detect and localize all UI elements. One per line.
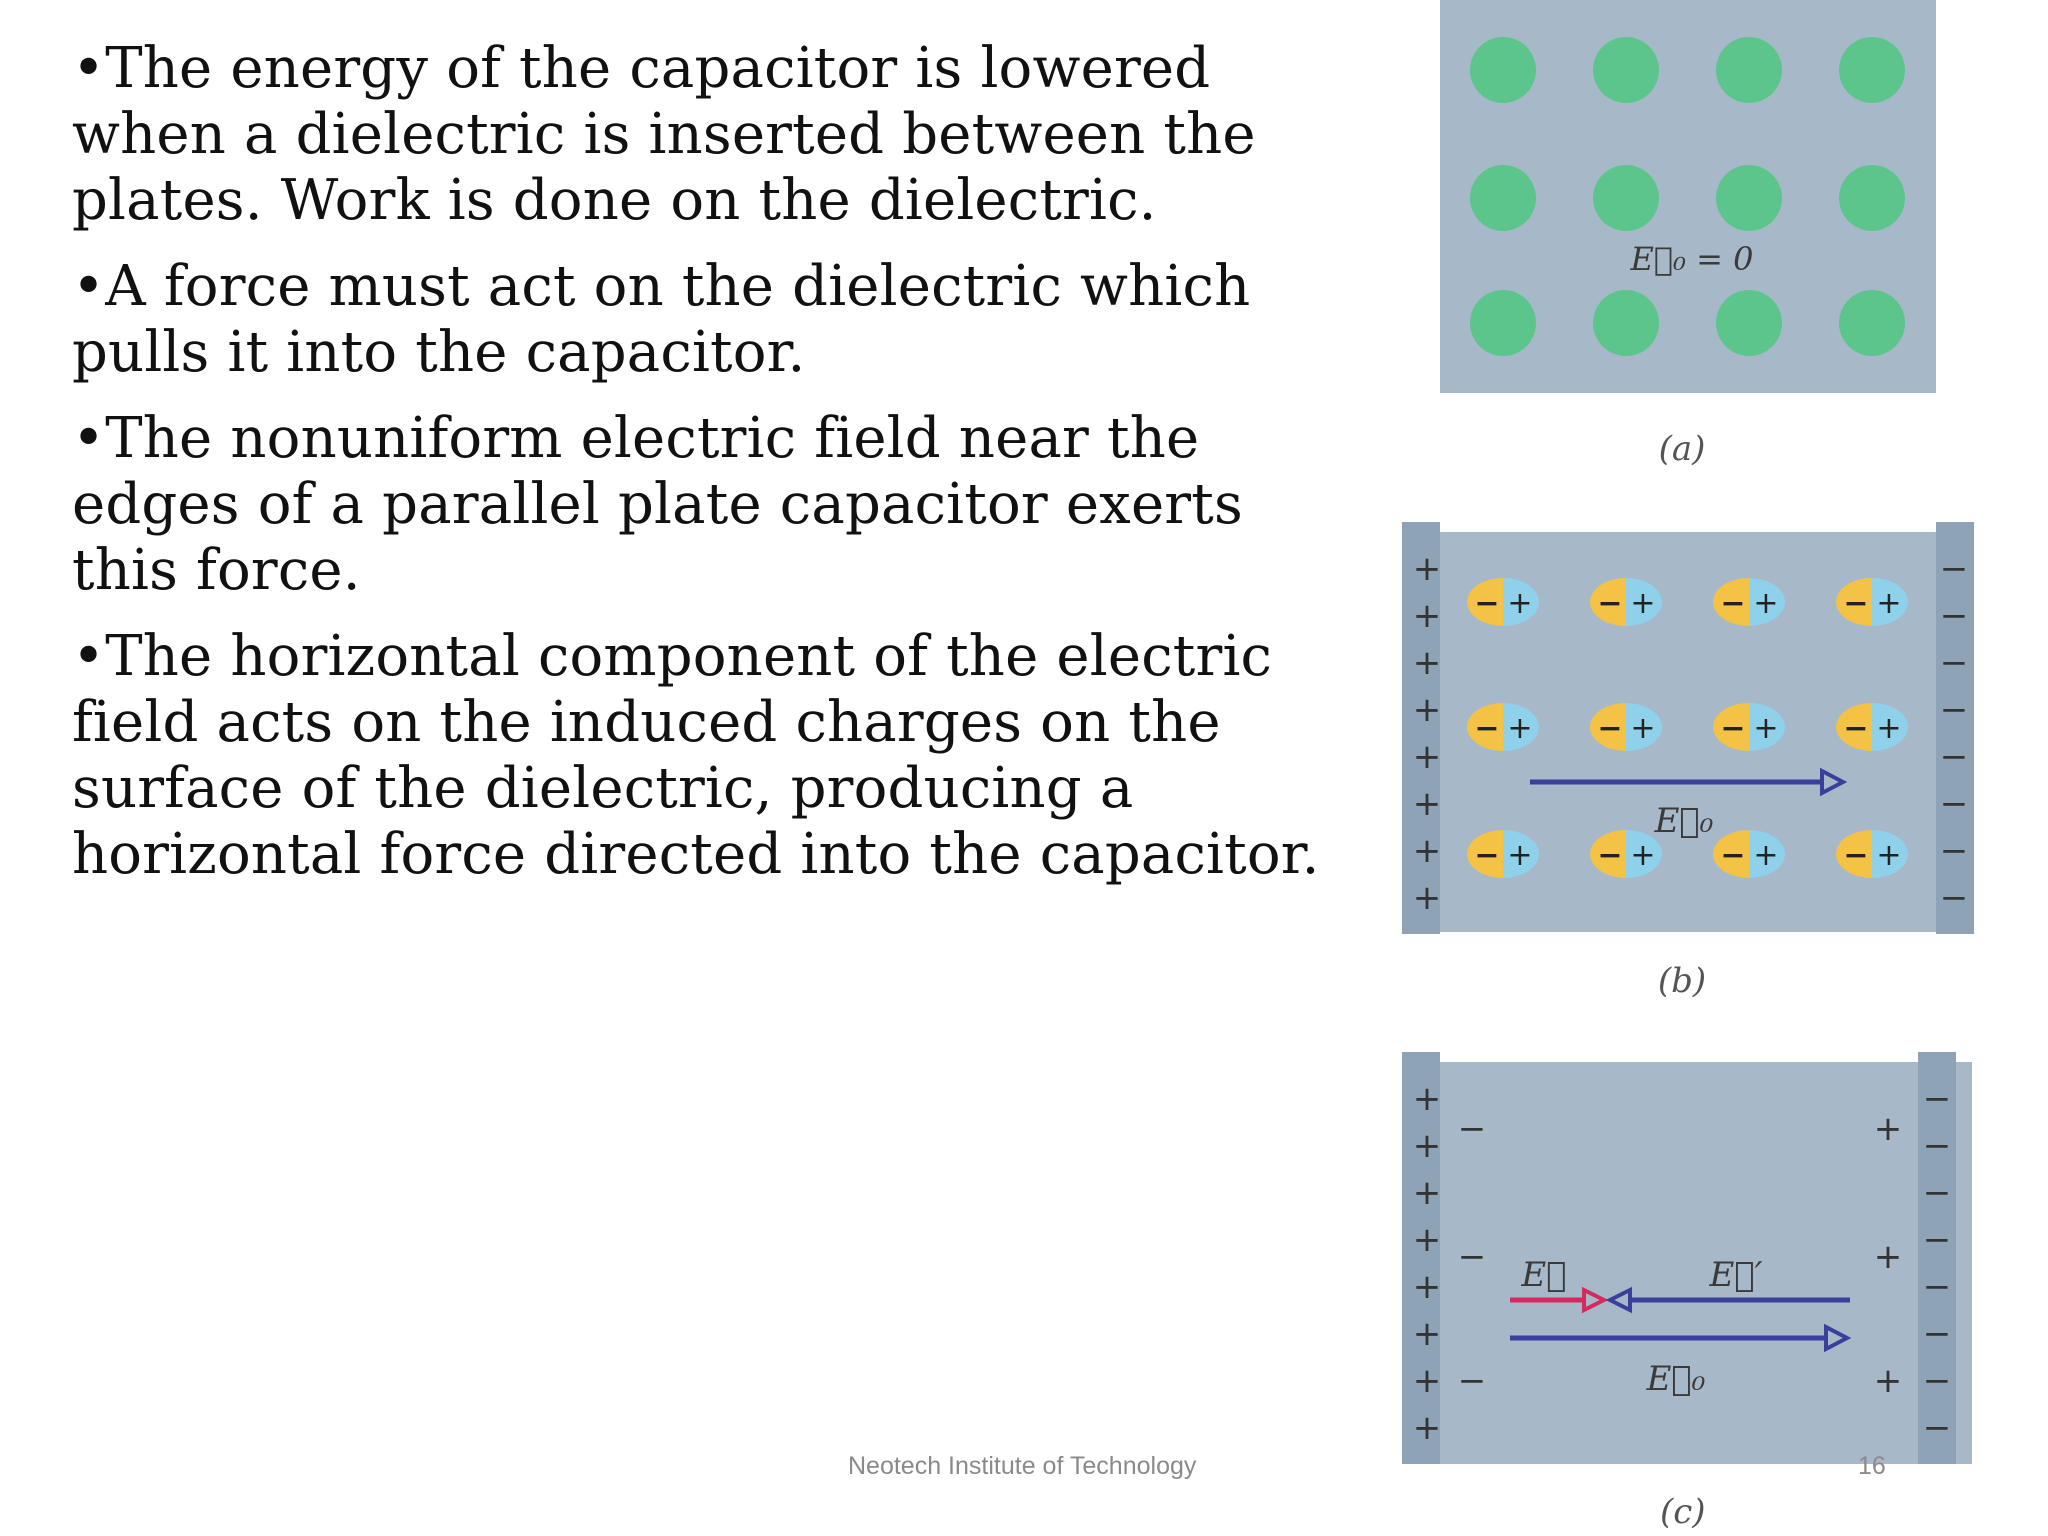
surface-minus-sign: − <box>1457 1237 1487 1277</box>
atom-circle <box>1593 290 1659 356</box>
plate-plus-sign: + <box>1412 1408 1442 1448</box>
plate-plus-sign: + <box>1412 1361 1442 1401</box>
panel-b-caption: (b) <box>1657 961 1707 1001</box>
atom-circle <box>1593 165 1659 231</box>
dipole-plus-sign: + <box>1507 711 1533 746</box>
plate-plus-sign: + <box>1412 643 1442 683</box>
plate-plus-sign: + <box>1412 784 1442 824</box>
plate-plus-sign: + <box>1412 690 1442 730</box>
dipole-minus-sign: − <box>1597 711 1623 746</box>
bullet-force-pulls: •A force must act on the dielectric which pulls it into the capacitor. <box>72 254 1251 385</box>
plate-minus-sign: − <box>1939 690 1969 730</box>
surface-minus-sign: − <box>1457 1109 1487 1149</box>
dipole-minus-sign: − <box>1843 838 1869 873</box>
panel-b <box>1402 522 1974 1001</box>
atom-circle <box>1470 290 1536 356</box>
dipole-minus-sign: − <box>1843 586 1869 621</box>
panel-a-caption: (a) <box>1658 429 1706 469</box>
dipole-minus-sign: − <box>1720 838 1746 873</box>
plate-minus-sign: − <box>1939 878 1969 918</box>
dipole-minus-sign: − <box>1843 711 1869 746</box>
atom-circle <box>1839 290 1905 356</box>
panel-c-label-e-prime: E⃗′ <box>1709 1255 1763 1295</box>
dipole-plus-sign: + <box>1753 586 1779 621</box>
plate-plus-sign: + <box>1412 1173 1442 1213</box>
dipole-minus-sign: − <box>1474 838 1500 873</box>
plate-plus-sign: + <box>1412 878 1442 918</box>
bullet-horizontal-component: •The horizontal component of the electric field acts on the induced charges on the surface of the dielectric, producing a horizontal force directed into the capacitor. <box>72 624 1320 887</box>
plate-plus-sign: + <box>1412 1079 1442 1119</box>
atom-circle <box>1839 37 1905 103</box>
atom-circle <box>1716 290 1782 356</box>
plate-plus-sign: + <box>1412 1126 1442 1166</box>
plate-plus-sign: + <box>1412 596 1442 636</box>
surface-minus-sign: − <box>1457 1361 1487 1401</box>
plate-minus-sign: − <box>1922 1314 1952 1354</box>
dipole-plus-sign: + <box>1753 838 1779 873</box>
plate-minus-sign: − <box>1922 1267 1952 1307</box>
plate-plus-sign: + <box>1412 549 1442 589</box>
atom-circle <box>1716 165 1782 231</box>
panel-c-label-e: E⃗ <box>1521 1255 1567 1295</box>
plate-minus-sign: − <box>1939 737 1969 777</box>
surface-plus-sign: + <box>1873 1361 1903 1401</box>
dipole-plus-sign: + <box>1630 586 1656 621</box>
dipole-plus-sign: + <box>1507 586 1533 621</box>
plate-plus-sign: + <box>1412 737 1442 777</box>
dipole-minus-sign: − <box>1720 586 1746 621</box>
plate-minus-sign: − <box>1939 831 1969 871</box>
dipole-plus-sign: + <box>1876 838 1902 873</box>
panel-b-field-label: E⃗₀ <box>1654 801 1714 841</box>
plate-minus-sign: − <box>1939 643 1969 683</box>
plate-minus-sign: − <box>1939 549 1969 589</box>
atom-circle <box>1470 37 1536 103</box>
atom-circle <box>1470 165 1536 231</box>
panel-a-field-label: E⃗₀ = 0 <box>1630 240 1754 278</box>
plate-minus-sign: − <box>1922 1079 1952 1119</box>
atom-circle <box>1593 37 1659 103</box>
plate-minus-sign: − <box>1939 784 1969 824</box>
bullet-nonuniform-field: •The nonuniform electric field near the edges of a parallel plate capacitor exerts this force. <box>72 406 1243 603</box>
plate-minus-sign: − <box>1939 596 1969 636</box>
panel-c-caption: (c) <box>1660 1492 1706 1532</box>
panel-c <box>1402 1052 1972 1464</box>
dipole-minus-sign: − <box>1597 838 1623 873</box>
slide-number: 16 <box>1858 1452 1886 1480</box>
dipole-plus-sign: + <box>1876 586 1902 621</box>
dipole-minus-sign: − <box>1597 586 1623 621</box>
plate-minus-sign: − <box>1922 1220 1952 1260</box>
footer-institute: Neotech Institute of Technology <box>848 1452 1197 1480</box>
bullet-energy-lowered: •The energy of the capacitor is lowered when a dielectric is inserted between the plates. Work is done on the dielectric. <box>72 36 1256 233</box>
atom-circle <box>1839 165 1905 231</box>
dipole-plus-sign: + <box>1753 711 1779 746</box>
surface-plus-sign: + <box>1873 1109 1903 1149</box>
plate-plus-sign: + <box>1412 831 1442 871</box>
plate-minus-sign: − <box>1922 1408 1952 1448</box>
plate-plus-sign: + <box>1412 1314 1442 1354</box>
plate-minus-sign: − <box>1922 1126 1952 1166</box>
dipole-plus-sign: + <box>1876 711 1902 746</box>
dipole-minus-sign: − <box>1720 711 1746 746</box>
dipole-minus-sign: − <box>1474 711 1500 746</box>
surface-plus-sign: + <box>1873 1237 1903 1277</box>
dipole-plus-sign: + <box>1507 838 1533 873</box>
atom-circle <box>1716 37 1782 103</box>
plate-minus-sign: − <box>1922 1361 1952 1401</box>
plate-minus-sign: − <box>1922 1173 1952 1213</box>
plate-plus-sign: + <box>1412 1267 1442 1307</box>
plate-plus-sign: + <box>1412 1220 1442 1260</box>
panel-c-label-e0: E⃗₀ <box>1646 1359 1706 1399</box>
dipole-plus-sign: + <box>1630 838 1656 873</box>
panel-a <box>1440 0 1936 469</box>
dipole-minus-sign: − <box>1474 586 1500 621</box>
dipole-plus-sign: + <box>1630 711 1656 746</box>
